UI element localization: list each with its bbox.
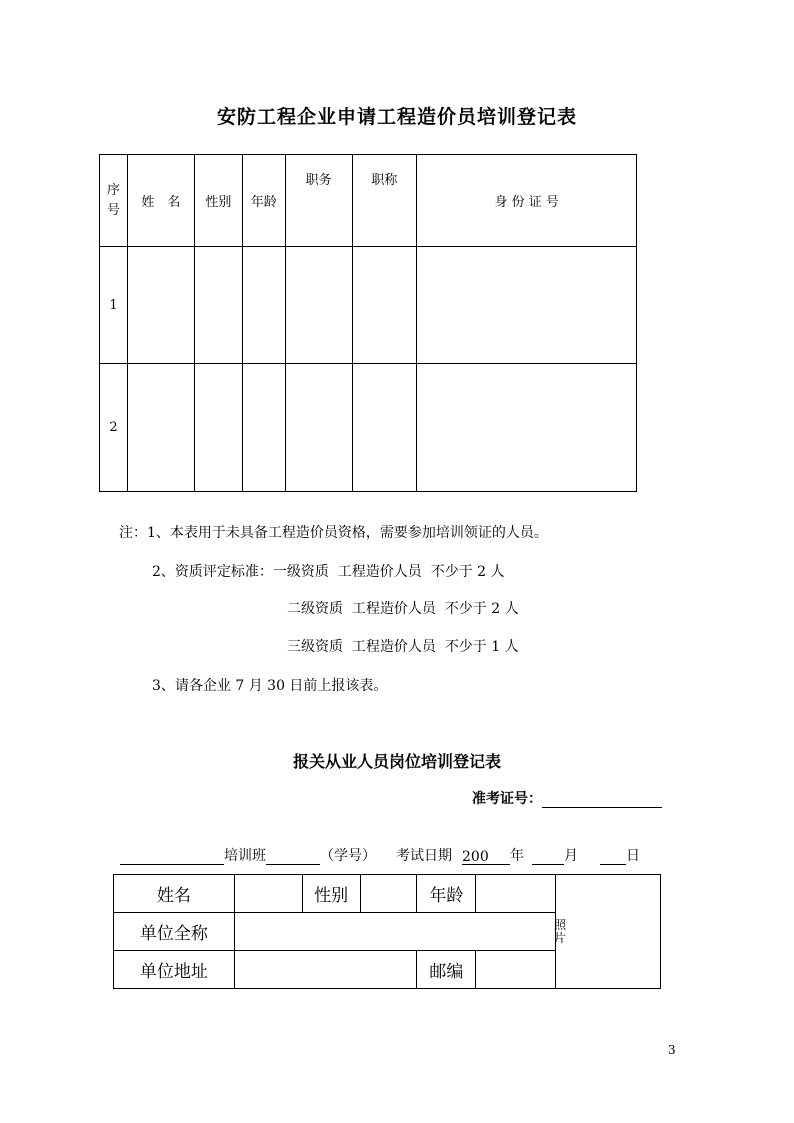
header-seq: 序号 (100, 155, 128, 247)
training-class-field[interactable] (266, 849, 320, 865)
day-label: 日 (626, 848, 640, 864)
note-line-1: 注：1、本表用于未具备工程造价员资格，需要参加培训领证的人员。 (119, 525, 548, 541)
registration-table (99, 154, 637, 492)
note-line-3: 二级资质 工程造价人员 不少于 2 人 (287, 601, 519, 617)
customs-training-table (113, 874, 661, 989)
name-cell[interactable] (127, 247, 194, 364)
header-name: 姓 名 (127, 155, 194, 247)
year-label: 年 (510, 848, 524, 864)
rank-cell[interactable] (352, 364, 417, 492)
row-seq: 2 (100, 364, 128, 492)
exam-number-field[interactable] (542, 791, 662, 808)
month-label: 月 (564, 848, 578, 864)
id-number-cell[interactable] (417, 364, 637, 492)
header-gender: 性别 (194, 155, 242, 247)
age-label: 年龄 (417, 875, 476, 913)
company-label: 单位全称 (114, 913, 235, 951)
header-age: 年龄 (242, 155, 285, 247)
year-field[interactable] (462, 849, 510, 865)
age-field[interactable] (476, 875, 556, 913)
row-seq: 1 (100, 247, 128, 364)
table-row (100, 247, 637, 364)
exam-number-row (472, 788, 662, 808)
header-id-number: 身 份 证 号 (417, 155, 637, 247)
photo-label: 照片 (554, 917, 567, 945)
table-row (100, 364, 637, 492)
postcode-field[interactable] (476, 951, 556, 989)
age-cell[interactable] (242, 247, 285, 364)
age-cell[interactable] (242, 364, 285, 492)
table-header-row (100, 155, 637, 247)
company-field[interactable] (234, 913, 555, 951)
name-label: 姓名 (114, 875, 235, 913)
address-field[interactable] (234, 951, 417, 989)
page-number: 3 (668, 1043, 676, 1057)
note-line-4: 三级资质 工程造价人员 不少于 1 人 (287, 639, 519, 655)
postcode-label: 邮编 (417, 951, 476, 989)
address-label: 单位地址 (114, 951, 235, 989)
table-row (114, 875, 661, 913)
year-prefix: 200 (462, 849, 489, 865)
header-rank: 职称 (352, 155, 417, 247)
gender-field[interactable] (360, 875, 417, 913)
name-cell[interactable] (127, 364, 194, 492)
training-info-row (120, 845, 640, 865)
month-field[interactable] (532, 849, 564, 865)
gender-cell[interactable] (194, 364, 242, 492)
photo-box[interactable] (556, 875, 661, 989)
day-field[interactable] (600, 849, 626, 865)
training-class-label: 培训班 (224, 848, 266, 864)
note-line-5: 3、请各企业 7 月 30 日前上报该表。 (152, 678, 388, 694)
gender-cell[interactable] (194, 247, 242, 364)
form1-title: 安防工程企业申请工程造价员培训登记表 (216, 106, 577, 128)
duty-cell[interactable] (285, 247, 352, 364)
gender-label: 性别 (302, 875, 360, 913)
form2-title: 报关从业人员岗位培训登记表 (292, 752, 501, 771)
exam-date-label: 考试日期 (396, 848, 452, 864)
rank-cell[interactable] (352, 247, 417, 364)
training-name-field[interactable] (120, 849, 224, 865)
name-field[interactable] (234, 875, 302, 913)
student-no-label: （学号） (320, 848, 376, 864)
header-duty: 职务 (285, 155, 352, 247)
note-line-2: 2、资质评定标准：一级资质 工程造价人员 不少于 2 人 (152, 564, 505, 580)
exam-number-label: 准考证号： (472, 791, 542, 807)
duty-cell[interactable] (285, 364, 352, 492)
id-number-cell[interactable] (417, 247, 637, 364)
